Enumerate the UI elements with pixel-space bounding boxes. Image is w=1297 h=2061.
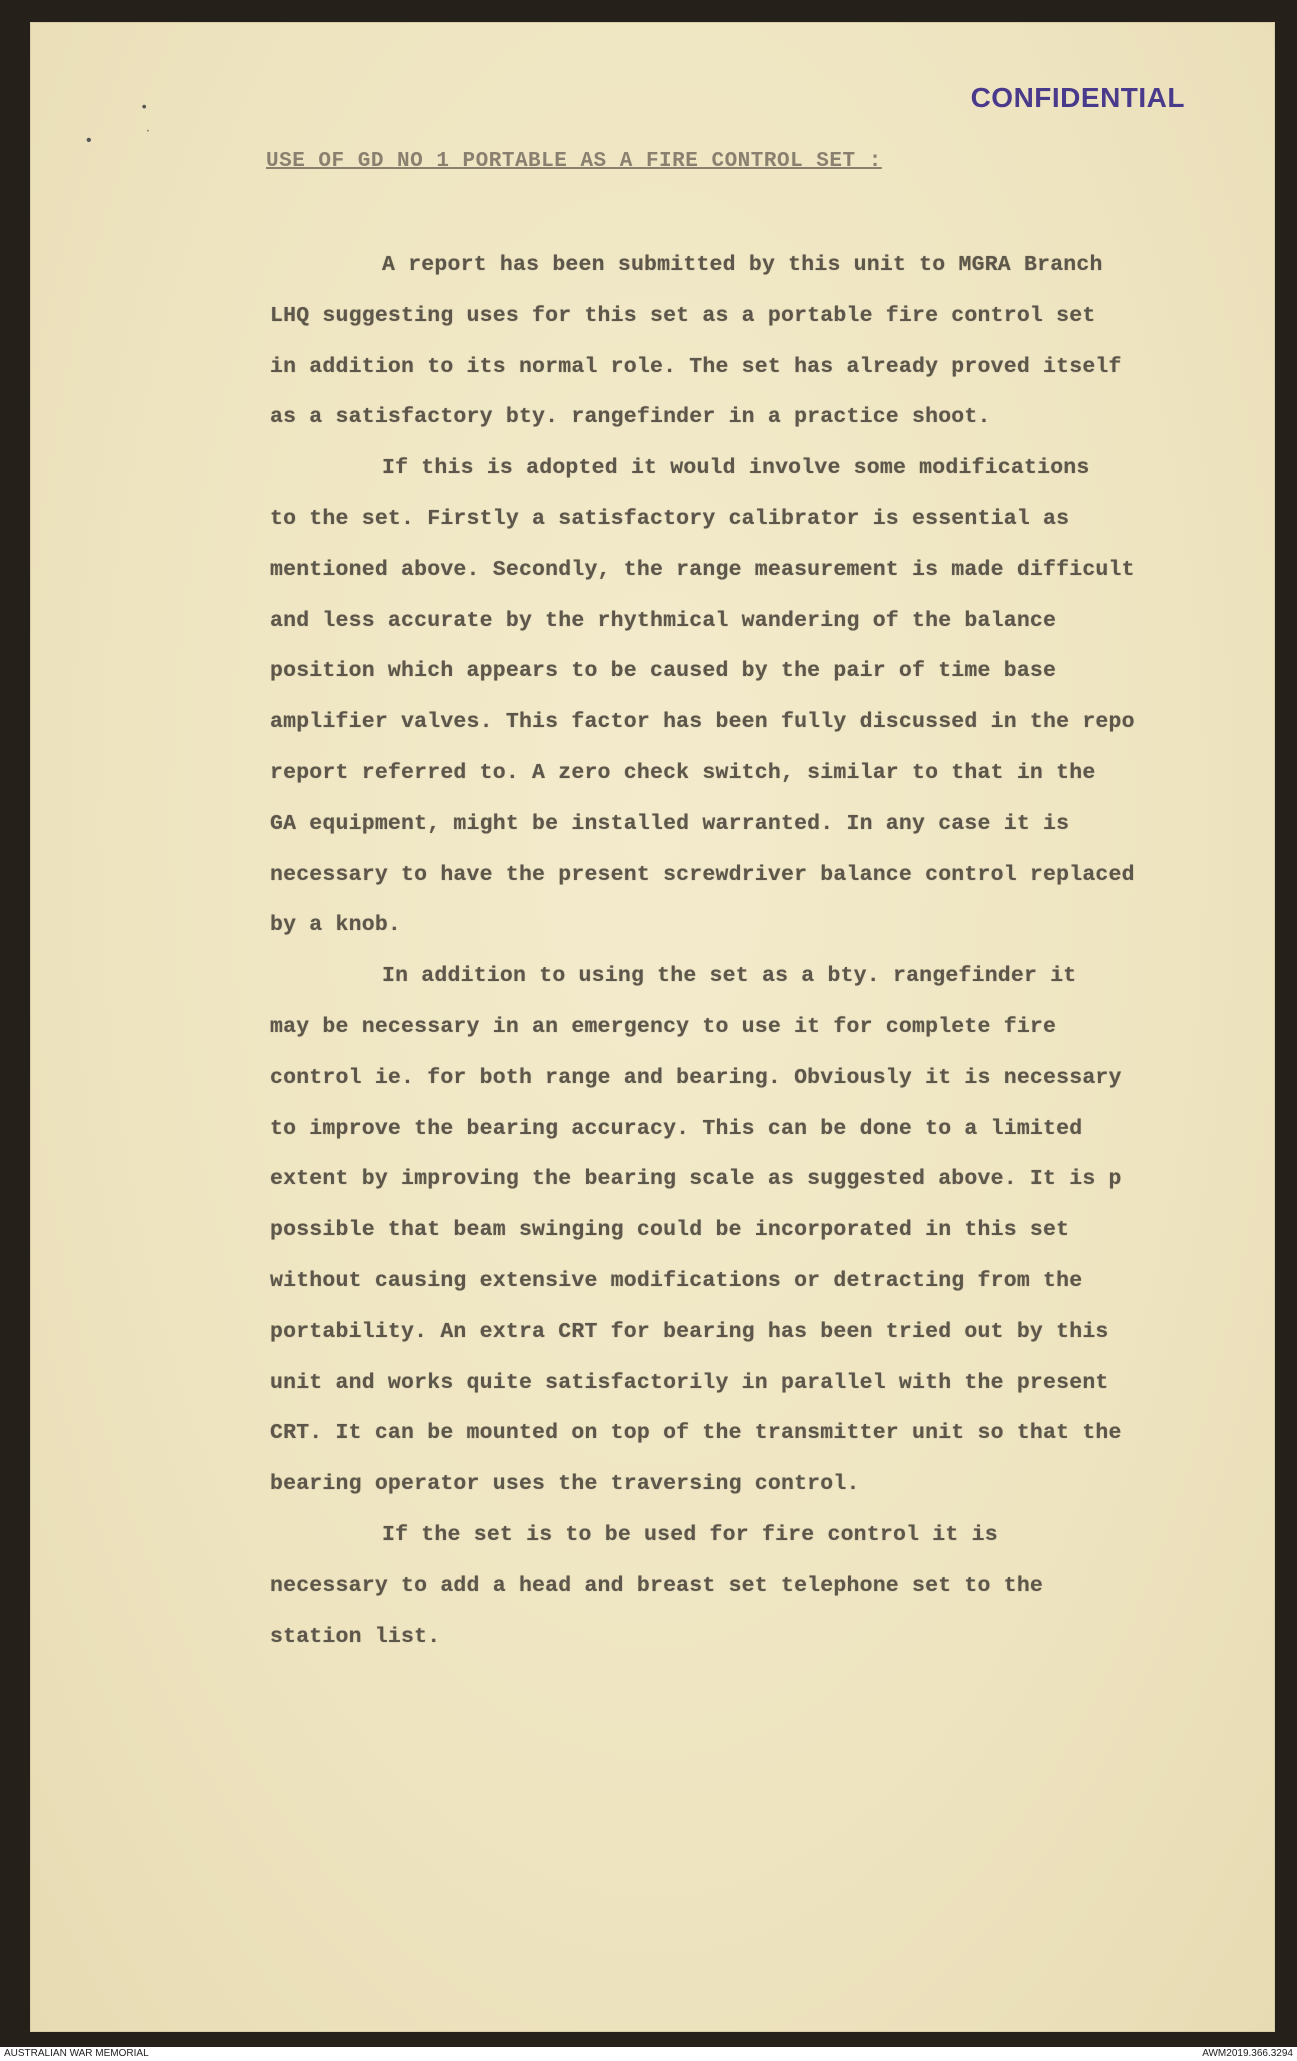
punch-mark-icon: • (84, 132, 94, 150)
text-line: position which appears to be caused by the pair of time base (270, 659, 1057, 684)
text-line: without causing extensive modifications or detracting from the (270, 1268, 1083, 1293)
archive-name: AUSTRALIAN WAR MEMORIAL (4, 2048, 149, 2059)
text-line: CRT. It can be mounted on top of the transmitter unit so that the (270, 1421, 1122, 1446)
text-line: to the set. Firstly a satisfactory calibrator is essential as (270, 506, 1070, 531)
text-line: In addition to using the set as a bty. rangefinder it (382, 964, 1077, 989)
text-line: possible that beam swinging could be incorporated in this set (270, 1218, 1070, 1243)
text-line: A report has been submitted by this unit to MGRA Branch (382, 253, 1103, 277)
punch-mark-icon: • (140, 100, 149, 116)
text-line: report referred to. A zero check switch, similar to that in the (270, 760, 1096, 785)
text-line: mentioned above. Secondly, the range measurement is made difficult (270, 557, 1135, 582)
document-heading: USE OF GD NO 1 PORTABLE AS A FIRE CONTROL SET : (266, 150, 882, 173)
text-line: may be necessary in an emergency to use it for complete fire (270, 1014, 1057, 1039)
text-line: control ie. for both range and bearing. Obviously it is necessary (270, 1065, 1122, 1090)
document-body (270, 240, 1280, 1662)
document-page (30, 22, 1275, 2032)
text-line: If this is adopted it would involve some modifications (382, 456, 1090, 481)
text-line: If the set is to be used for fire control it is (382, 1522, 998, 1547)
text-line: bearing operator uses the traversing control. (270, 1472, 860, 1497)
text-line: unit and works quite satisfactorily in parallel with the present (270, 1370, 1109, 1395)
punch-mark-icon: ‧ (146, 125, 150, 139)
text-line: to improve the bearing accuracy. This can be done to a limited (270, 1116, 1083, 1141)
text-line: necessary to have the present screwdriver balance control replaced (270, 862, 1135, 887)
text-line: portability. An extra CRT for bearing has been tried out by this (270, 1319, 1109, 1344)
text-line: amplifier valves. This factor has been fully discussed in the repo (270, 710, 1135, 735)
text-line: extent by improving the bearing scale as suggested above. It is p (270, 1167, 1122, 1192)
text-line: and less accurate by the rhythmical wandering of the balance (270, 608, 1057, 633)
text-line: as a satisfactory bty. rangefinder in a practice shoot. (270, 405, 991, 430)
text-line: in addition to its normal role. The set has already proved itself (270, 354, 1122, 379)
text-line: by a knob. (270, 913, 402, 938)
text-line: GA equipment, might be installed warranted. In any case it is (270, 811, 1070, 836)
archive-footer (0, 2047, 1297, 2061)
text-line: station list. (270, 1624, 441, 1649)
text-line: LHQ suggesting uses for this set as a portable fire control set (270, 303, 1096, 328)
archive-reference: AWM2019.366.3294 (1202, 2048, 1293, 2059)
confidential-stamp: CONFIDENTIAL (970, 82, 1185, 113)
text-line: necessary to add a head and breast set telephone set to the (270, 1573, 1044, 1598)
